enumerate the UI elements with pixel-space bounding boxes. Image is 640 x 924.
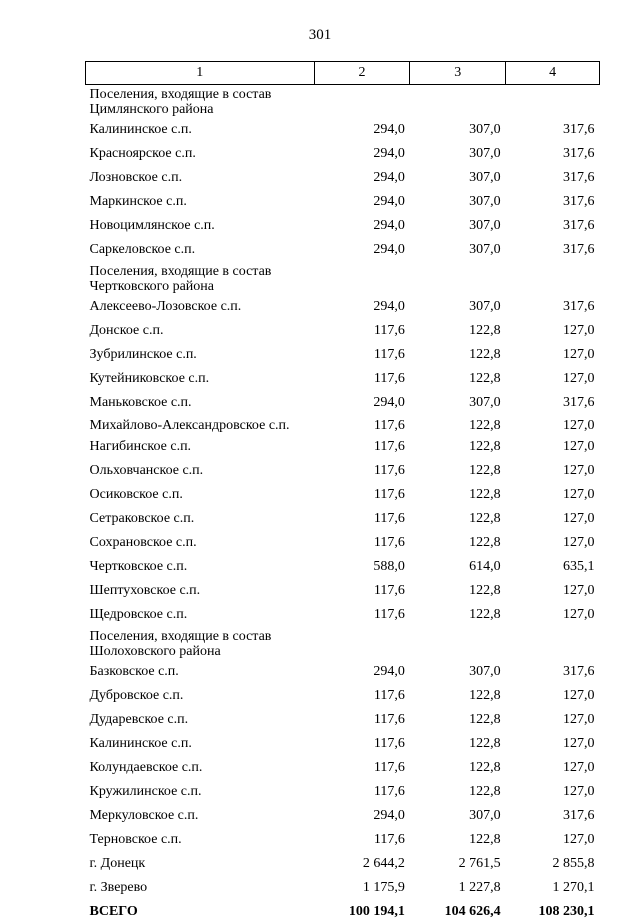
value-cell-2: 117,6: [314, 531, 410, 555]
settlement-name: Щедровское с.п.: [86, 603, 315, 627]
table-row: [86, 660, 600, 684]
value-cell-4: 127,0: [506, 756, 600, 780]
value-cell-4: 127,0: [506, 507, 600, 531]
settlement-name: Красноярское с.п.: [86, 142, 315, 166]
value-cell-3: 307,0: [410, 118, 506, 142]
column-header: 4: [506, 62, 600, 85]
value-cell-2: 117,6: [314, 684, 410, 708]
value-cell-4: 317,6: [506, 142, 600, 166]
total-row: [86, 900, 600, 924]
value-cell-2: 294,0: [314, 142, 410, 166]
value-cell-3: 122,8: [410, 483, 506, 507]
table-row: [86, 555, 600, 579]
settlement-name: Маньковское с.п.: [86, 391, 315, 415]
settlement-name: Маркинское с.п.: [86, 190, 315, 214]
settlement-name: Меркуловское с.п.: [86, 804, 315, 828]
settlement-name: г. Зверево: [86, 876, 315, 900]
value-cell-4: 127,0: [506, 435, 600, 459]
empty-cell: [410, 85, 506, 119]
table-row: [86, 708, 600, 732]
value-cell-2: 117,6: [314, 319, 410, 343]
value-cell-3: 122,8: [410, 828, 506, 852]
table-row: [86, 756, 600, 780]
value-cell-3: 122,8: [410, 319, 506, 343]
value-cell-3: 307,0: [410, 804, 506, 828]
value-cell-3: 122,8: [410, 708, 506, 732]
settlement-name: ВСЕГО: [86, 900, 315, 924]
settlement-name: г. Донецк: [86, 852, 315, 876]
value-cell-2: 294,0: [314, 238, 410, 262]
table-row: [86, 459, 600, 483]
value-cell-4: 317,6: [506, 804, 600, 828]
settlement-name: Шептуховское с.п.: [86, 579, 315, 603]
settlement-name: Дударевское с.п.: [86, 708, 315, 732]
column-header: 1: [86, 62, 315, 85]
value-cell-2: 2 644,2: [314, 852, 410, 876]
value-cell-3: 307,0: [410, 190, 506, 214]
value-cell-4: 2 855,8: [506, 852, 600, 876]
value-cell-3: 122,8: [410, 732, 506, 756]
value-cell-3: 122,8: [410, 415, 506, 435]
table-row: [86, 142, 600, 166]
value-cell-3: 122,8: [410, 459, 506, 483]
value-cell-4: 317,6: [506, 295, 600, 319]
table-row: [86, 190, 600, 214]
table-row: [86, 415, 600, 435]
value-cell-2: 1 175,9: [314, 876, 410, 900]
value-cell-4: 127,0: [506, 459, 600, 483]
group-heading: Поселения, входящие в состав Чертковского района: [86, 262, 315, 295]
value-cell-2: 294,0: [314, 295, 410, 319]
table-row: [86, 507, 600, 531]
value-cell-2: 117,6: [314, 459, 410, 483]
value-cell-3: 122,8: [410, 367, 506, 391]
value-cell-3: 307,0: [410, 660, 506, 684]
table-row: [86, 483, 600, 507]
value-cell-3: 122,8: [410, 684, 506, 708]
value-cell-3: 1 227,8: [410, 876, 506, 900]
value-cell-4: 127,0: [506, 531, 600, 555]
data-table: [85, 61, 600, 924]
value-cell-2: 117,6: [314, 732, 410, 756]
value-cell-3: 122,8: [410, 343, 506, 367]
value-cell-4: 317,6: [506, 190, 600, 214]
value-cell-3: 104 626,4: [410, 900, 506, 924]
settlement-name: Калининское с.п.: [86, 732, 315, 756]
value-cell-3: 122,8: [410, 507, 506, 531]
settlement-name: Ольховчанское с.п.: [86, 459, 315, 483]
page-number: 301: [0, 27, 640, 44]
value-cell-3: 122,8: [410, 756, 506, 780]
settlement-name: Базковское с.п.: [86, 660, 315, 684]
empty-cell: [506, 627, 600, 660]
value-cell-2: 117,6: [314, 435, 410, 459]
value-cell-2: 100 194,1: [314, 900, 410, 924]
table-row: [86, 804, 600, 828]
group-heading: Поселения, входящие в состав Цимлянского района: [86, 85, 315, 119]
value-cell-3: 122,8: [410, 579, 506, 603]
table-row: [86, 435, 600, 459]
table-row: [86, 367, 600, 391]
settlement-name: Зубрилинское с.п.: [86, 343, 315, 367]
settlement-name: Дубровское с.п.: [86, 684, 315, 708]
value-cell-2: 294,0: [314, 190, 410, 214]
value-cell-4: 635,1: [506, 555, 600, 579]
value-cell-4: 127,0: [506, 780, 600, 804]
empty-cell: [506, 262, 600, 295]
table-row: [86, 531, 600, 555]
value-cell-3: 2 761,5: [410, 852, 506, 876]
table-row: [86, 684, 600, 708]
value-cell-2: 294,0: [314, 118, 410, 142]
table-row: [86, 166, 600, 190]
value-cell-4: 127,0: [506, 367, 600, 391]
value-cell-2: 294,0: [314, 660, 410, 684]
value-cell-4: 317,6: [506, 238, 600, 262]
settlement-name: Саркеловское с.п.: [86, 238, 315, 262]
value-cell-4: 127,0: [506, 483, 600, 507]
settlement-name: Калининское с.п.: [86, 118, 315, 142]
value-cell-2: 294,0: [314, 391, 410, 415]
table-row: [86, 343, 600, 367]
table-row: [86, 828, 600, 852]
settlement-name: Сохрановское с.п.: [86, 531, 315, 555]
table-row: [86, 603, 600, 627]
value-cell-2: 117,6: [314, 603, 410, 627]
value-cell-2: 117,6: [314, 579, 410, 603]
settlement-name: Лозновское с.п.: [86, 166, 315, 190]
value-cell-4: 127,0: [506, 415, 600, 435]
settlement-name: Кружилинское с.п.: [86, 780, 315, 804]
group-heading-row: [86, 262, 600, 295]
value-cell-4: 317,6: [506, 660, 600, 684]
table-row: [86, 214, 600, 238]
settlement-name: Сетраковское с.п.: [86, 507, 315, 531]
table-row: [86, 319, 600, 343]
table-row: [86, 876, 600, 900]
value-cell-3: 307,0: [410, 142, 506, 166]
column-header: 3: [410, 62, 506, 85]
empty-cell: [506, 85, 600, 119]
value-cell-2: 117,6: [314, 367, 410, 391]
value-cell-4: 127,0: [506, 684, 600, 708]
value-cell-2: 117,6: [314, 780, 410, 804]
value-cell-4: 127,0: [506, 603, 600, 627]
value-cell-4: 108 230,1: [506, 900, 600, 924]
table-row: [86, 295, 600, 319]
value-cell-4: 317,6: [506, 166, 600, 190]
value-cell-2: 294,0: [314, 214, 410, 238]
empty-cell: [314, 85, 410, 119]
empty-cell: [314, 627, 410, 660]
settlement-name: Новоцимлянское с.п.: [86, 214, 315, 238]
settlement-name: Донское с.п.: [86, 319, 315, 343]
value-cell-4: 127,0: [506, 708, 600, 732]
value-cell-2: 588,0: [314, 555, 410, 579]
value-cell-3: 614,0: [410, 555, 506, 579]
value-cell-3: 122,8: [410, 531, 506, 555]
table-row: [86, 238, 600, 262]
table-row: [86, 579, 600, 603]
value-cell-4: 1 270,1: [506, 876, 600, 900]
settlement-name: Осиковское с.п.: [86, 483, 315, 507]
group-heading-row: [86, 85, 600, 119]
group-heading-row: [86, 627, 600, 660]
value-cell-4: 317,6: [506, 391, 600, 415]
value-cell-2: 117,6: [314, 708, 410, 732]
settlement-name: Нагибинское с.п.: [86, 435, 315, 459]
value-cell-4: 317,6: [506, 214, 600, 238]
table-body: [86, 85, 600, 924]
column-header: 2: [314, 62, 410, 85]
header-row: [86, 62, 600, 85]
value-cell-2: 117,6: [314, 507, 410, 531]
table-row: [86, 118, 600, 142]
settlement-name: Чертковское с.п.: [86, 555, 315, 579]
settlement-name: Терновское с.п.: [86, 828, 315, 852]
value-cell-3: 307,0: [410, 238, 506, 262]
empty-cell: [410, 627, 506, 660]
value-cell-3: 307,0: [410, 295, 506, 319]
value-cell-3: 307,0: [410, 166, 506, 190]
value-cell-4: 127,0: [506, 828, 600, 852]
value-cell-4: 127,0: [506, 319, 600, 343]
group-heading: Поселения, входящие в состав Шолоховского района: [86, 627, 315, 660]
value-cell-3: 122,8: [410, 603, 506, 627]
settlement-name: Кутейниковское с.п.: [86, 367, 315, 391]
value-cell-4: 127,0: [506, 343, 600, 367]
value-cell-3: 122,8: [410, 780, 506, 804]
value-cell-2: 294,0: [314, 804, 410, 828]
value-cell-3: 307,0: [410, 391, 506, 415]
value-cell-3: 122,8: [410, 435, 506, 459]
empty-cell: [410, 262, 506, 295]
value-cell-2: 294,0: [314, 166, 410, 190]
value-cell-2: 117,6: [314, 756, 410, 780]
settlement-name: Алексеево-Лозовское с.п.: [86, 295, 315, 319]
value-cell-4: 127,0: [506, 579, 600, 603]
value-cell-4: 127,0: [506, 732, 600, 756]
value-cell-3: 307,0: [410, 214, 506, 238]
value-cell-2: 117,6: [314, 415, 410, 435]
empty-cell: [314, 262, 410, 295]
settlement-name: Колундаевское с.п.: [86, 756, 315, 780]
value-cell-2: 117,6: [314, 828, 410, 852]
settlement-name: Михайлово-Александровское с.п.: [86, 415, 315, 435]
value-cell-2: 117,6: [314, 343, 410, 367]
table-row: [86, 391, 600, 415]
value-cell-4: 317,6: [506, 118, 600, 142]
table-row: [86, 732, 600, 756]
table-row: [86, 780, 600, 804]
value-cell-2: 117,6: [314, 483, 410, 507]
table-row: [86, 852, 600, 876]
